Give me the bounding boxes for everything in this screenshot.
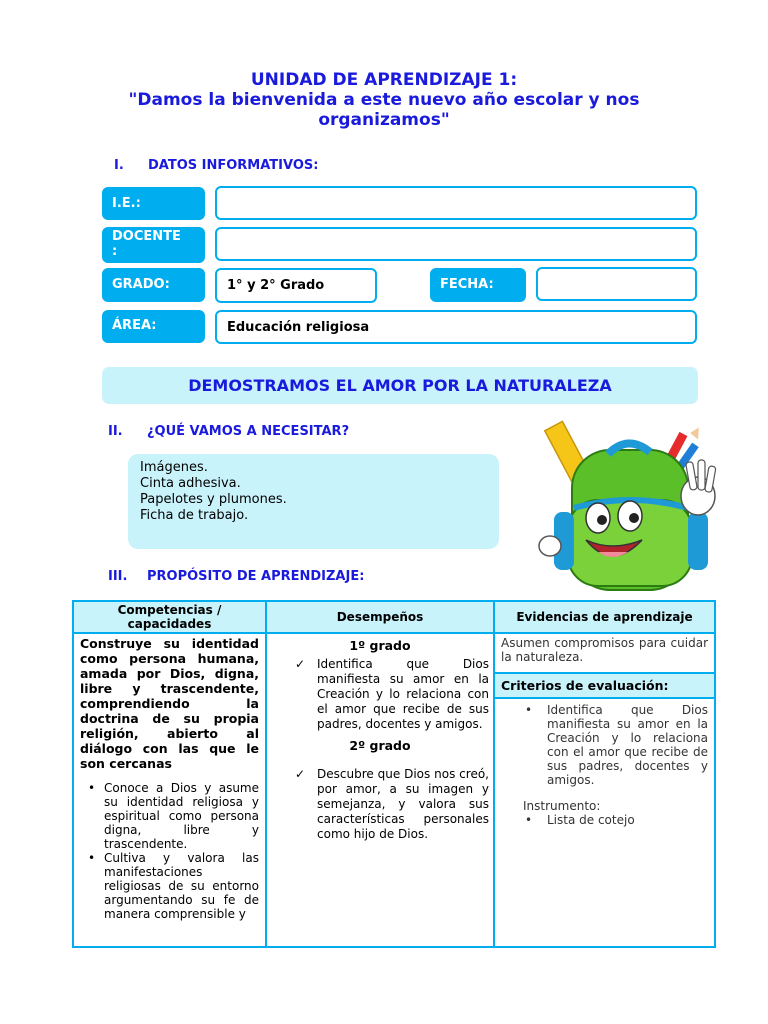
unit-subtitle-line1: "Damos la bienvenida a este nuevo año escolar y nos: [128, 90, 640, 110]
capacidades-list: [80, 781, 259, 921]
session-title-banner: DEMOSTRAMOS EL AMOR POR LA NATURALEZA: [102, 367, 698, 404]
material-item: Ficha de trabajo.: [140, 508, 249, 523]
grado-label: GRADO:: [102, 268, 205, 302]
evidencia-text: Asumen compromisos para cuidar la naturaleza.: [501, 636, 708, 664]
header-competencias: Competencias / capacidades: [73, 601, 266, 633]
instrumento-item: • Lista de cotejo: [501, 813, 708, 827]
waving-hand-icon: [681, 460, 716, 515]
material-item: Imágenes.: [140, 460, 208, 475]
competencias-cell: [73, 633, 266, 947]
header-desempenos: Desempeños: [266, 601, 494, 633]
learning-purpose-table: [72, 600, 716, 948]
criterio-item: • Identifica que Dios manifiesta su amor en la Creación y lo relaciona con el amor que recibe de sus padres, docentes y amigos.: [501, 703, 708, 787]
instrumento-label: Instrumento:: [523, 799, 601, 813]
criterios-heading: Criterios de evaluación:: [495, 672, 714, 699]
fecha-field[interactable]: [536, 267, 697, 301]
header-evidencias: Evidencias de aprendizaje: [494, 601, 715, 633]
grade-1-label: 1º grado: [349, 638, 411, 653]
section-3-number: III.: [108, 569, 128, 584]
criterios-list: [495, 699, 714, 787]
evidencias-cell: [494, 633, 715, 947]
capacidad-item: • Cultiva y valora las manifestaciones religiosas de su entorno argumentando su fe de manera comprensible y: [80, 851, 259, 921]
ie-label: I.E.:: [102, 187, 205, 220]
section-2-title: ¿QUÉ VAMOS A NECESITAR?: [147, 424, 350, 439]
desempeno-item: ✓ Descubre que Dios nos creó, por amor, a su imagen y semejanza, y valora sus características personales como hijo de Dios.: [267, 767, 493, 842]
ie-field[interactable]: [215, 186, 697, 220]
backpack-illustration: [538, 412, 718, 600]
section-1-number: I.: [114, 158, 124, 173]
grado-field[interactable]: 1° y 2° Grado: [215, 268, 377, 303]
instrumento-list: [495, 813, 714, 827]
desempenos-grade-2: [267, 767, 493, 842]
desempeno-item: ✓ Identifica que Dios manifiesta su amor en la Creación y lo relaciona con el amor que recibe de sus padres, docentes y amigos.: [267, 657, 493, 732]
docente-field[interactable]: [215, 227, 697, 261]
section-2-number: II.: [108, 424, 123, 439]
competencia-text: Construye su identidad como persona humana, amada por Dios, digna, libre y trascendente, comprendiendo la doctrina de su propia religión, abierto al diálogo con las que le son cercanas: [80, 636, 259, 771]
material-item: Cinta adhesiva.: [140, 476, 241, 491]
materials-box: [128, 454, 499, 549]
section-1-title: DATOS INFORMATIVOS:: [148, 158, 319, 173]
area-field[interactable]: Educación religiosa: [215, 310, 697, 344]
material-item: Papelotes y plumones.: [140, 492, 287, 507]
capacidad-item: • Conoce a Dios y asume su identidad religiosa y espiritual como persona digna, libre y trascendente.: [80, 781, 259, 851]
unit-subtitle-line2: organizamos": [318, 110, 450, 130]
section-3-title: PROPÓSITO DE APRENDIZAJE:: [147, 569, 365, 584]
grade-2-label: 2º grado: [349, 738, 411, 753]
unit-title: UNIDAD DE APRENDIZAJE 1:: [250, 70, 518, 90]
desempenos-cell: [266, 633, 494, 947]
fecha-label: FECHA:: [430, 268, 526, 302]
area-label: ÁREA:: [102, 310, 205, 343]
docente-label: DOCENTE :: [102, 227, 205, 263]
desempenos-grade-1: [267, 657, 493, 732]
